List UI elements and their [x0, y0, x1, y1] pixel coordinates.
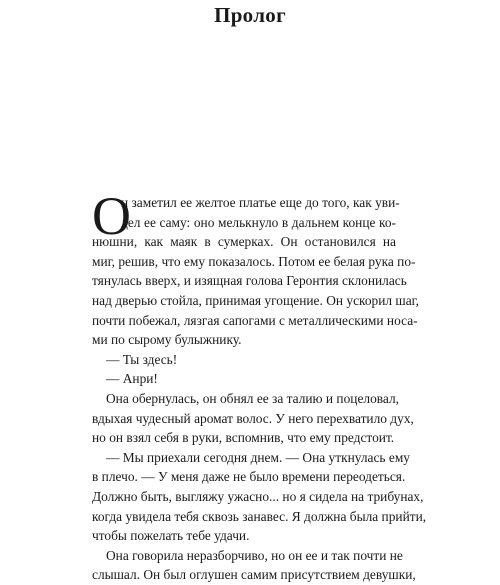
text-line: слышал. Он был оглушен самим присутствием девушки, — [92, 567, 416, 583]
text-line: но он взял себя в руки, вспомнив, что ему предстоит. — [92, 430, 395, 446]
text-line: тянулась вверх, и изящная голова Геронтия склонилась — [92, 273, 407, 289]
text-line: нюшни, как маяк в сумерках. Он остановился на — [92, 234, 396, 250]
text-line: миг, решив, что ему показалось. Потом ее белая рука по- — [92, 253, 416, 269]
chapter-text — [92, 186, 427, 585]
dialog-line: — Анри! — [106, 371, 158, 387]
text-line: чтобы пожелать тебе удачи. — [92, 528, 250, 544]
text-line: дел ее саму: оно мелькнуло в дальнем конце ко- — [121, 214, 396, 230]
text-line: вдыхая чудесный аромат волос. У него перехватило дух, — [92, 410, 414, 426]
text-line: над дверью стойла, принимая угощение. Он ускорил шаг, — [92, 292, 420, 308]
text-line: Она говорила неразборчиво, но он ее и так почти не — [106, 547, 403, 563]
text-line: Должно быть, выгляжу ужасно... но я сидела на трибунах, — [92, 488, 424, 504]
chapter-title: Пролог — [214, 3, 286, 27]
text-line: Она обернулась, он обнял ее за талию и поцеловал, — [106, 390, 400, 406]
text-line: почти побежал, лязгая сапогами с металлическими носа- — [92, 312, 418, 328]
drop-cap: О — [92, 186, 131, 246]
text-line: когда увидела тебя сквозь занавес. Я должна была прийти, — [92, 508, 427, 524]
text-line: ми по сырому булыжнику. — [92, 332, 242, 348]
dialog-line: — Ты здесь! — [106, 351, 178, 367]
text-line: в плечо. — У меня даже не было времени переодеться. — [92, 469, 406, 485]
text-line: н заметил ее желтое платье еще до того, как уви- — [121, 195, 400, 210]
text-line: — Мы приехали сегодня днем. — Она уткнулась ему — [106, 449, 410, 465]
